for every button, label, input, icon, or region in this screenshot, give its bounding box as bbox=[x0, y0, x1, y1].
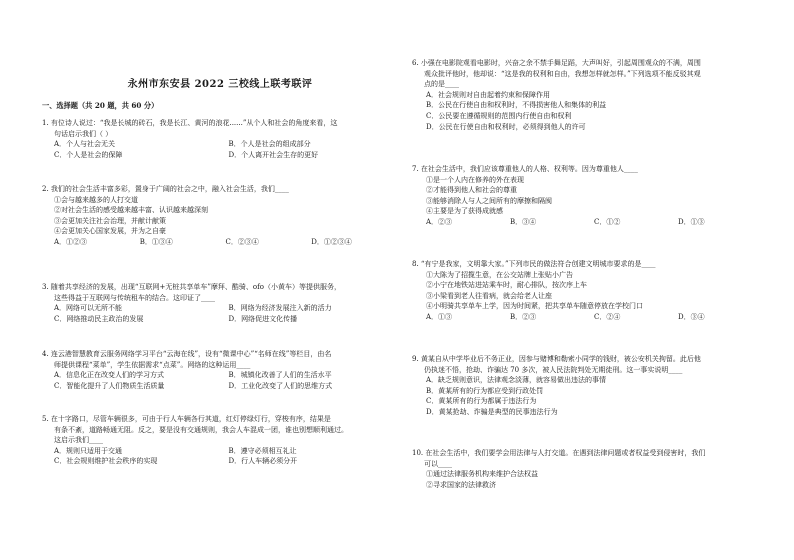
question-stem: 这启示我们____ bbox=[54, 436, 103, 445]
statement-item: ②对社会生活的感受越来越丰富、认识越来越深刻 bbox=[54, 206, 208, 215]
question-4 bbox=[42, 349, 397, 391]
option-b[interactable]: B．遵守必须相互礼让 bbox=[228, 446, 297, 455]
question-stem: 师提供课程“菜单”，学生依据需求“点菜”。网络的这种运用____ bbox=[54, 360, 251, 369]
statement-item: ②寻求国家的法律救济 bbox=[426, 480, 496, 489]
statement-item: ①通过法律服务机构来维护合法权益 bbox=[426, 470, 538, 479]
options bbox=[42, 303, 397, 324]
question-stem: 7. 在社会生活中，我们应该尊重他人的人格、权利等。因为尊重他人____ bbox=[412, 165, 638, 173]
question-stem: 句话启示我们（ ） bbox=[54, 129, 113, 138]
question-stem: 观众批评他时，他却说：“这是我的权利和自由，我想怎样就怎样。”下列选项不能反驳其观 bbox=[424, 69, 701, 78]
statement-item: ③能够消除人与人之间所有的摩擦和隔阂 bbox=[426, 196, 552, 205]
option-d[interactable]: D．③④ bbox=[678, 312, 705, 321]
option-a[interactable]: A．信息化正在改变人们的学习方式 bbox=[54, 371, 165, 380]
option-d[interactable]: D．公民在行使自由和权利时，必须得到他人的许可 bbox=[426, 122, 586, 131]
options bbox=[412, 217, 762, 228]
statement-item: ④小明骑共享单车上学，因为时间紧，把共享单车随意停放在学校门口 bbox=[426, 302, 643, 311]
question-8 bbox=[412, 259, 762, 323]
option-a[interactable]: A．网络可以无所不能 bbox=[54, 304, 123, 313]
option-b[interactable]: B．①③④ bbox=[139, 237, 173, 246]
option-c[interactable]: C．智能化提升了人们物质生活质量 bbox=[54, 381, 165, 390]
option-a[interactable]: A．缺乏规则意识，法律观念淡薄，就容易做出违法的事情 bbox=[426, 376, 607, 385]
question-stem: 6. 小强在电影院观看电影时，兴奋之余不禁手舞足蹈，大声叫好，引起周围观众的不满，周围 bbox=[412, 59, 701, 67]
option-c[interactable]: C．①② bbox=[594, 217, 621, 226]
option-a[interactable]: A．②③ bbox=[426, 217, 453, 226]
option-b[interactable]: B．城镇化改善了人们的生活水平 bbox=[228, 371, 332, 380]
question-stem: 有条不紊，道路畅通无阻。反之，要是没有交通规则，我会人车混成一团，谁也别想顺利通过。 bbox=[54, 425, 348, 434]
question-stem: 仍执迷不悟，抢劫、诈骗达 70 多次，被人民法院判处无期徒刑。这一事实说明____ bbox=[424, 365, 683, 374]
statement-item: ①会与越来越多的人打交道 bbox=[54, 195, 138, 204]
question-stem: 4. 连云港智慧教育云服务网络学习平台“云海在线”，设有“微课中心”“名师在线”等栏目，由名 bbox=[42, 350, 332, 358]
option-c[interactable]: C．②④ bbox=[594, 312, 621, 321]
option-d[interactable]: D．黄某抢劫、诈骗是典型的民事违法行为 bbox=[426, 407, 558, 416]
option-d[interactable]: D．个人离开社会生存的更好 bbox=[228, 150, 319, 159]
question-stem: 可以____ bbox=[424, 459, 452, 468]
question-stem: 5. 在十字路口，尽管车辆很多，可由于行人车辆各行其道，红灯停绿灯行，穿梭有序，结果是 bbox=[42, 415, 331, 423]
exam-title: 永州市东安县 2022 三校线上联考联评 bbox=[127, 79, 313, 90]
option-c[interactable]: C．②③④ bbox=[225, 237, 259, 246]
option-c[interactable]: C．社会规则维护社会秩序的实现 bbox=[54, 457, 158, 466]
option-a[interactable]: A．个人与社会无关 bbox=[54, 140, 116, 149]
options bbox=[42, 370, 397, 391]
option-c[interactable]: C．黄某所有的行为都属于违法行为 bbox=[426, 397, 537, 406]
question-3 bbox=[42, 282, 397, 324]
option-b[interactable]: B．个人是社会的组成部分 bbox=[228, 140, 311, 149]
options bbox=[42, 139, 397, 160]
option-a[interactable]: A．①③ bbox=[426, 312, 453, 321]
option-d[interactable]: D．行人车辆必须分开 bbox=[228, 457, 298, 466]
statement-item: ①是一个人内在修养的外在表现 bbox=[426, 175, 524, 184]
question-stem: 1. 有位诗人说过：“我是长城的砖石，我是长江、黄河的浪花......”从个人和社会的角度来看，这 bbox=[42, 119, 338, 127]
option-d[interactable]: D．工业化改变了人们的思维方式 bbox=[228, 381, 333, 390]
option-a[interactable]: A．规则只适用于交通 bbox=[54, 446, 123, 455]
option-c[interactable]: C．网络推动民主政治的发展 bbox=[54, 314, 144, 323]
options bbox=[42, 446, 397, 467]
question-stem: 10. 在社会生活中，我们要学会用法律与人打交道。在遇到法律问题或者权益受到侵害时，我们 bbox=[412, 449, 706, 457]
option-b[interactable]: B．公民在行使自由和权利时，不得损害他人和集体的利益 bbox=[426, 101, 607, 110]
question-10 bbox=[412, 448, 762, 490]
statement-item: ②才能得到他人和社会的尊重 bbox=[426, 186, 517, 195]
option-d[interactable]: D．①②③④ bbox=[311, 237, 352, 246]
question-stem: 3. 随着共享经济的发展，出现“互联网+无桩共享单车”摩拜、酷骑、ofo（小黄车）等提供服务， bbox=[42, 283, 341, 291]
option-d[interactable]: D．①③ bbox=[678, 217, 705, 226]
question-6 bbox=[412, 58, 762, 132]
question-2 bbox=[42, 184, 397, 248]
option-b[interactable]: B．网络为经济发展注入新的活力 bbox=[228, 304, 332, 313]
question-stem: 这些得益于互联网与传统租车的结合。这印证了____ bbox=[54, 293, 215, 302]
question-stem: 9. 黄某自从中学毕业后不务正业，因参与赌博和勒索小同学的钱财，被公安机关拘留。此后他 bbox=[412, 355, 701, 363]
option-b[interactable]: B．②③ bbox=[510, 312, 537, 321]
statement-item: ④主要是为了获得成就感 bbox=[426, 207, 503, 216]
question-9 bbox=[412, 354, 762, 418]
option-b[interactable]: B．黄某所有的行为都应受到行政处罚 bbox=[426, 386, 544, 395]
question-7 bbox=[412, 164, 762, 228]
option-b[interactable]: B．③④ bbox=[510, 217, 537, 226]
question-1 bbox=[42, 118, 397, 160]
option-d[interactable]: D．网络促进文化传播 bbox=[228, 314, 298, 323]
statement-item: ②小宁在地铁站进站乘车时，耐心排队，按次序上车 bbox=[426, 281, 587, 290]
option-a[interactable]: A．①②③ bbox=[54, 237, 88, 246]
statement-item: ④会更加关心国家发展，并为之自豪 bbox=[54, 227, 166, 236]
question-stem: 2. 我们的社会生活丰富多彩，置身于广阔的社会之中，融入社会生活，我们____ bbox=[42, 185, 289, 193]
statement-item: ③小梁看到老人往看病，就会给老人让座 bbox=[426, 291, 552, 300]
option-a[interactable]: A．社会规则对自由起着约束和保障作用 bbox=[426, 90, 551, 99]
section-heading: 一、选择题（共 20 题，共 60 分） bbox=[42, 101, 159, 110]
question-5 bbox=[42, 414, 397, 467]
options bbox=[412, 312, 762, 323]
option-c[interactable]: C．公民要在遵循规则的范围内行使自由和权利 bbox=[426, 111, 572, 120]
question-stem: 点的是____ bbox=[424, 80, 459, 89]
question-stem: 8. “有宁是我家，文明靠大家。”下列市民的做法符合创建文明城市要求的是____ bbox=[412, 260, 656, 268]
statement-item: ①大陈为了招揽生意，在公交站牌上张贴小广告 bbox=[426, 270, 573, 279]
options bbox=[42, 237, 397, 248]
option-c[interactable]: C．个人是社会的保障 bbox=[54, 150, 123, 159]
statement-item: ③会更加关注社会治理，并献计献策 bbox=[54, 216, 166, 225]
